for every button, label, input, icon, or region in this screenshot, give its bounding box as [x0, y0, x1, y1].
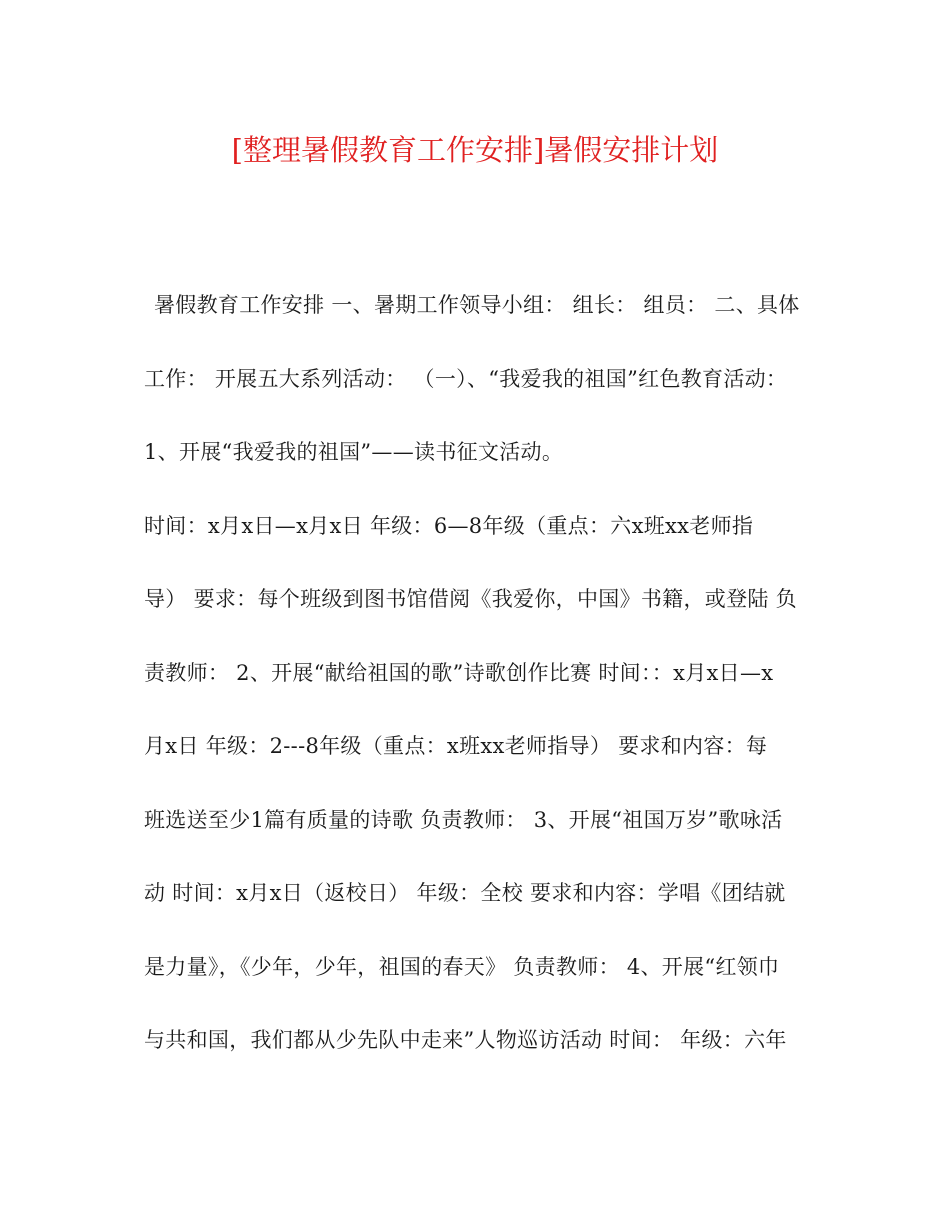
body-line: 动 时间：x月x日（返校日） 年级：全校 要求和内容：学唱《团结就	[144, 881, 786, 905]
body-line: 是力量》，《少年，少年，祖国的春天》 负责教师： 4、开展“红领巾	[144, 954, 780, 979]
body-line: 工作： 开展五大系列活动： （一）、“我爱我的祖国”红色教育活动：	[144, 366, 788, 391]
body-line: 月x日 年级：2---8年级（重点：x班xx老师指导） 要求和内容：每	[144, 734, 768, 758]
body-line: 导） 要求：每个班级到图书馆借阅《我爱你，中国》书籍，或登陆 负	[144, 587, 797, 611]
body-line: 班选送至少1篇有质量的诗歌 负责教师： 3、开展“祖国万岁”歌咏活	[144, 807, 783, 832]
document-title: [整理暑假教育工作安排]暑假安排计划	[231, 133, 719, 167]
body-line: 责教师： 2、开展“献给祖国的歌”诗歌创作比赛 时间：：x月x日—x	[144, 660, 774, 685]
body-line: 与共和国，我们都从少先队中走来”人物巡访活动 时间： 年级：六年	[144, 1028, 787, 1052]
document-body	[144, 283, 810, 1092]
body-line: 时间：x月x日—x月x日 年级：6—8年级（重点：六x班xx老师指	[144, 513, 754, 538]
body-line: 暑假教育工作安排 一、暑期工作领导小组： 组长： 组员： 二、具体	[154, 293, 800, 317]
body-line: 1、开展“我爱我的祖国”——读书征文活动。	[144, 440, 564, 464]
